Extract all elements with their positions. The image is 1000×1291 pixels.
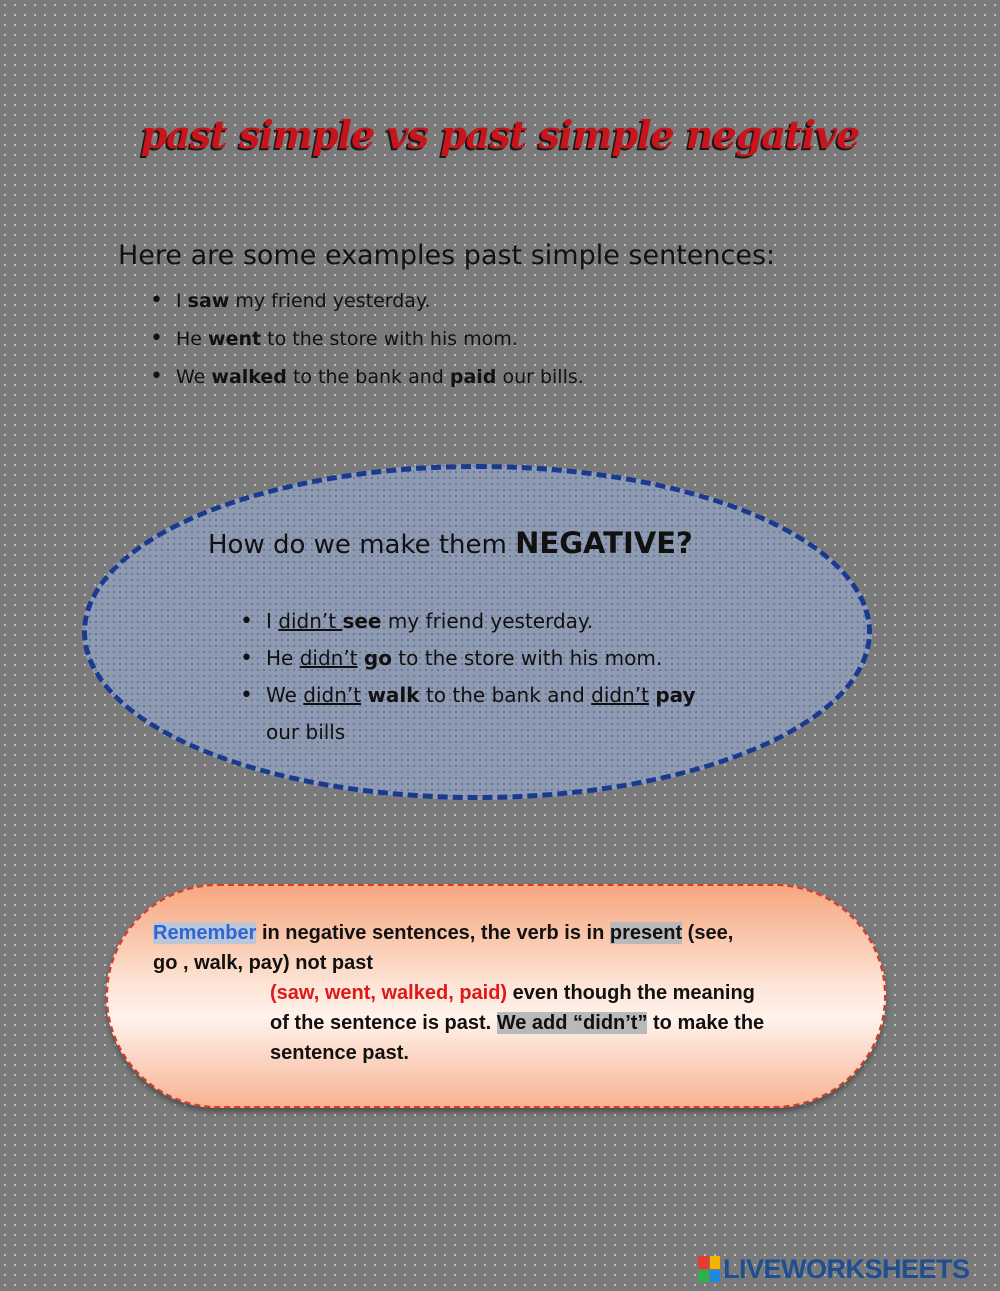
past-verbs: (saw, went, walked, paid) <box>270 982 508 1004</box>
remember-line-5: sentence past. <box>270 1042 409 1064</box>
present-highlight: present <box>609 922 683 944</box>
list-item: • He went to the store with his mom. <box>150 324 584 362</box>
list-item: • I saw my friend yesterday. <box>150 286 584 324</box>
negative-question: How do we make them NEGATIVE? <box>208 526 693 560</box>
remember-line-3: (saw, went, walked, paid) even though the meaning <box>270 982 755 1004</box>
list-item: • I didn’t see my friend yesterday. <box>240 603 710 640</box>
list-item: • We walked to the bank and paid our bills. <box>150 362 584 400</box>
intro-text: Here are some examples past simple sentences: <box>118 240 776 271</box>
list-item: • We didn’t walk to the bank and didn’t pay our bills <box>240 677 710 751</box>
worksheet-title: past simple vs past simple negative <box>140 112 860 157</box>
list-item: • He didn’t go to the store with his mom. <box>240 640 710 677</box>
remember-line-1: Remember in negative sentences, the verb is in present (see, <box>153 922 734 944</box>
remember-line-4: of the sentence is past. We add “didn’t” to make the <box>270 1012 765 1034</box>
remember-word: Remember <box>153 922 257 944</box>
examples-list <box>150 286 584 400</box>
logo-text: LIVEWORKSHEETS <box>723 1253 970 1284</box>
logo-mark-icon <box>698 1256 720 1282</box>
negative-list <box>240 603 710 751</box>
liveworksheets-logo <box>698 1254 970 1284</box>
didnt-highlight: We add “didn’t” <box>496 1012 648 1034</box>
remember-line-2: go , walk, pay) not past <box>153 952 374 974</box>
